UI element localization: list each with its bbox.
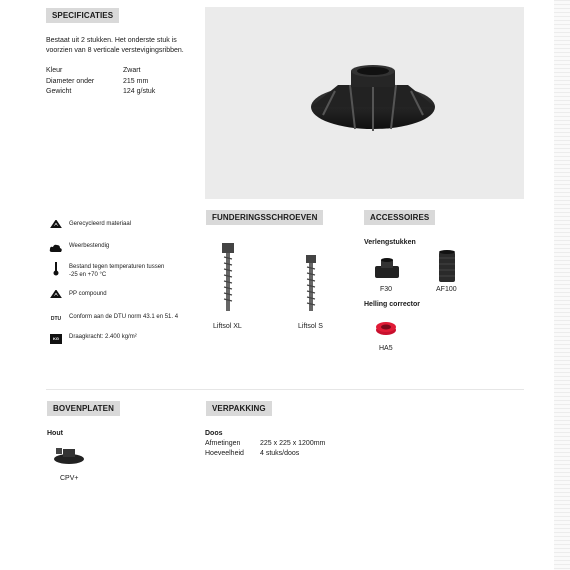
weight-icon: KG bbox=[47, 333, 65, 345]
packaging-header: VERPAKKING bbox=[206, 401, 272, 416]
section-divider bbox=[46, 389, 524, 390]
specs-header: SPECIFICATIES bbox=[46, 8, 119, 23]
spec-value-weight: 124 g/stuk bbox=[123, 88, 156, 95]
spec-label-color: Kleur bbox=[46, 67, 63, 74]
accessory-f30-label: F30 bbox=[380, 286, 393, 293]
feature-text: Draagkracht: 2.400 kg/m² bbox=[69, 334, 137, 340]
packaging-box-label: Doos bbox=[205, 430, 223, 437]
packaging-label-dimensions: Afmetingen bbox=[205, 440, 241, 447]
recycle-icon bbox=[47, 220, 65, 232]
feature-pp-compound bbox=[47, 290, 107, 302]
topplate-cpv-label: CPV+ bbox=[60, 475, 79, 482]
topplates-wood-label: Hout bbox=[47, 430, 63, 437]
pedestal-base-image bbox=[205, 7, 524, 199]
screws-header: FUNDERINGSSCHROEVEN bbox=[206, 210, 323, 225]
spec-label-weight: Gewicht bbox=[46, 88, 72, 95]
recycle-icon bbox=[47, 290, 65, 302]
packaging-value-dimensions: 225 x 225 x 1200mm bbox=[260, 440, 326, 447]
screw-liftsol-s-label: Liftsol S bbox=[298, 323, 323, 330]
cloud-icon bbox=[47, 242, 65, 254]
accessory-af100-image bbox=[437, 250, 457, 289]
feature-text: Gerecycleerd materiaal bbox=[69, 221, 132, 227]
spec-value-diameter: 215 mm bbox=[123, 78, 149, 85]
topplate-cpv-image bbox=[53, 447, 85, 472]
specs-description-line2: voorzien van 8 verticale verstevigingsribben. bbox=[46, 47, 184, 54]
screw-liftsol-xl-image bbox=[220, 243, 236, 318]
accessories-extensions-label: Verlengstukken bbox=[364, 239, 416, 246]
feature-text: Weerbestendig bbox=[69, 243, 110, 249]
specs-description-line1: Bestaat uit 2 stukken. Het onderste stuk is bbox=[46, 37, 177, 44]
accessory-f30-image bbox=[373, 258, 401, 287]
packaging-value-quantity: 4 stuks/doos bbox=[260, 450, 300, 457]
accessory-ha5-image bbox=[375, 320, 397, 343]
feature-temperature bbox=[47, 263, 164, 279]
topplates-header: BOVENPLATEN bbox=[47, 401, 120, 416]
accessories-slope-label: Helling corrector bbox=[364, 301, 421, 308]
dtu-icon: DTU bbox=[50, 316, 62, 322]
thermometer-icon bbox=[47, 263, 65, 275]
feature-dtu-norm bbox=[47, 313, 178, 325]
product-image-panel bbox=[205, 7, 524, 199]
feature-weatherproof bbox=[47, 242, 109, 254]
spec-label-diameter: Diameter onder bbox=[46, 78, 95, 85]
accessories-header: ACCESSOIRES bbox=[364, 210, 435, 225]
decorative-side-strip bbox=[554, 0, 570, 570]
accessory-af100-label: AF100 bbox=[436, 286, 457, 293]
screw-liftsol-s-image bbox=[304, 255, 318, 318]
feature-text: PP compound bbox=[69, 291, 107, 297]
screw-liftsol-xl-label: Liftsol XL bbox=[213, 323, 242, 330]
packaging-label-quantity: Hoeveelheid bbox=[205, 450, 244, 457]
feature-load-capacity bbox=[47, 333, 137, 345]
feature-text: Bestand tegen temperaturen tussen -25 en +70 °C bbox=[69, 264, 165, 278]
feature-recycled bbox=[47, 220, 131, 232]
feature-text: Conform aan de DTU norm 43.1 en 51. 4 bbox=[69, 314, 179, 320]
spec-value-color: Zwart bbox=[123, 67, 141, 74]
accessory-ha5-label: HA5 bbox=[379, 345, 393, 352]
